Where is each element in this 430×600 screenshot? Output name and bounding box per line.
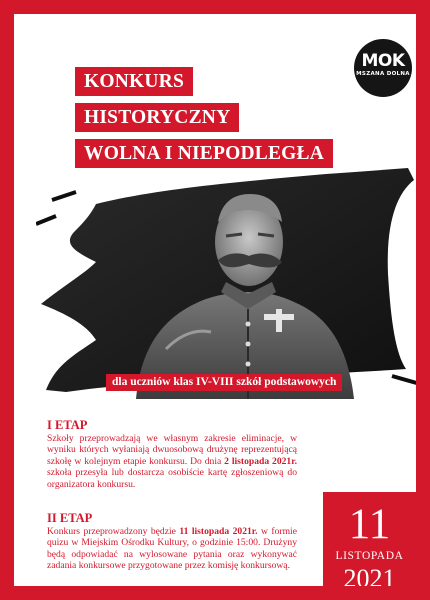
date-month: LISTOPADA bbox=[335, 550, 404, 562]
portrait-photo bbox=[36, 164, 422, 399]
stage-1 bbox=[47, 418, 297, 490]
stage-2-heading: II ETAP bbox=[47, 511, 93, 525]
stage-1-heading: I ETAP bbox=[47, 418, 88, 432]
stage-2-date: 11 listopada 2021r. bbox=[179, 526, 258, 537]
stage-2-text-before: Konkurs przeprowadzony będzie bbox=[47, 526, 180, 537]
title-line-3: WOLNA I NIEPODLEGŁA bbox=[75, 139, 333, 168]
logo-main: MOK bbox=[361, 51, 405, 71]
subtitle-banner: dla uczniów klas IV-VIII szkół podstawowych bbox=[106, 374, 342, 391]
date-box bbox=[323, 492, 416, 595]
date-day: 11 bbox=[348, 501, 391, 548]
stage-2-text-after: w formie quizu w Miejskim Ośrodku Kultury, o godzinie 15:00. Drużyny będą odpowiadać na wylosowane pytania oraz wykonywać zadania konkursowe przygotowane przez komisję konkursową. bbox=[47, 526, 297, 572]
stage-2-text bbox=[47, 526, 297, 572]
stage-1-text-before: Szkoły przeprowadzają we własnym zakresie eliminacje, w wyniku których wyłaniają dwuosobową drużynę reprezentującą szkołę w kolejnym etapie konkursu. Do dnia bbox=[47, 433, 297, 467]
stage-1-text-after: szkoła przesyła lub dostarcza osobiście kartę zgłoszeniową do organizatora konkursu. bbox=[47, 467, 297, 490]
stage-2 bbox=[47, 511, 297, 572]
logo-sub: MSZANA DOLNA bbox=[356, 71, 410, 77]
stage-1-date: 2 listopada 2021r. bbox=[224, 455, 297, 467]
stage-1-text bbox=[47, 433, 297, 490]
mok-logo bbox=[354, 39, 412, 97]
date-year: 2021 bbox=[343, 564, 396, 593]
title-line-2: HISTORYCZNY bbox=[75, 103, 239, 132]
title-block bbox=[75, 67, 365, 175]
title-line-1: KONKURS bbox=[75, 67, 193, 96]
